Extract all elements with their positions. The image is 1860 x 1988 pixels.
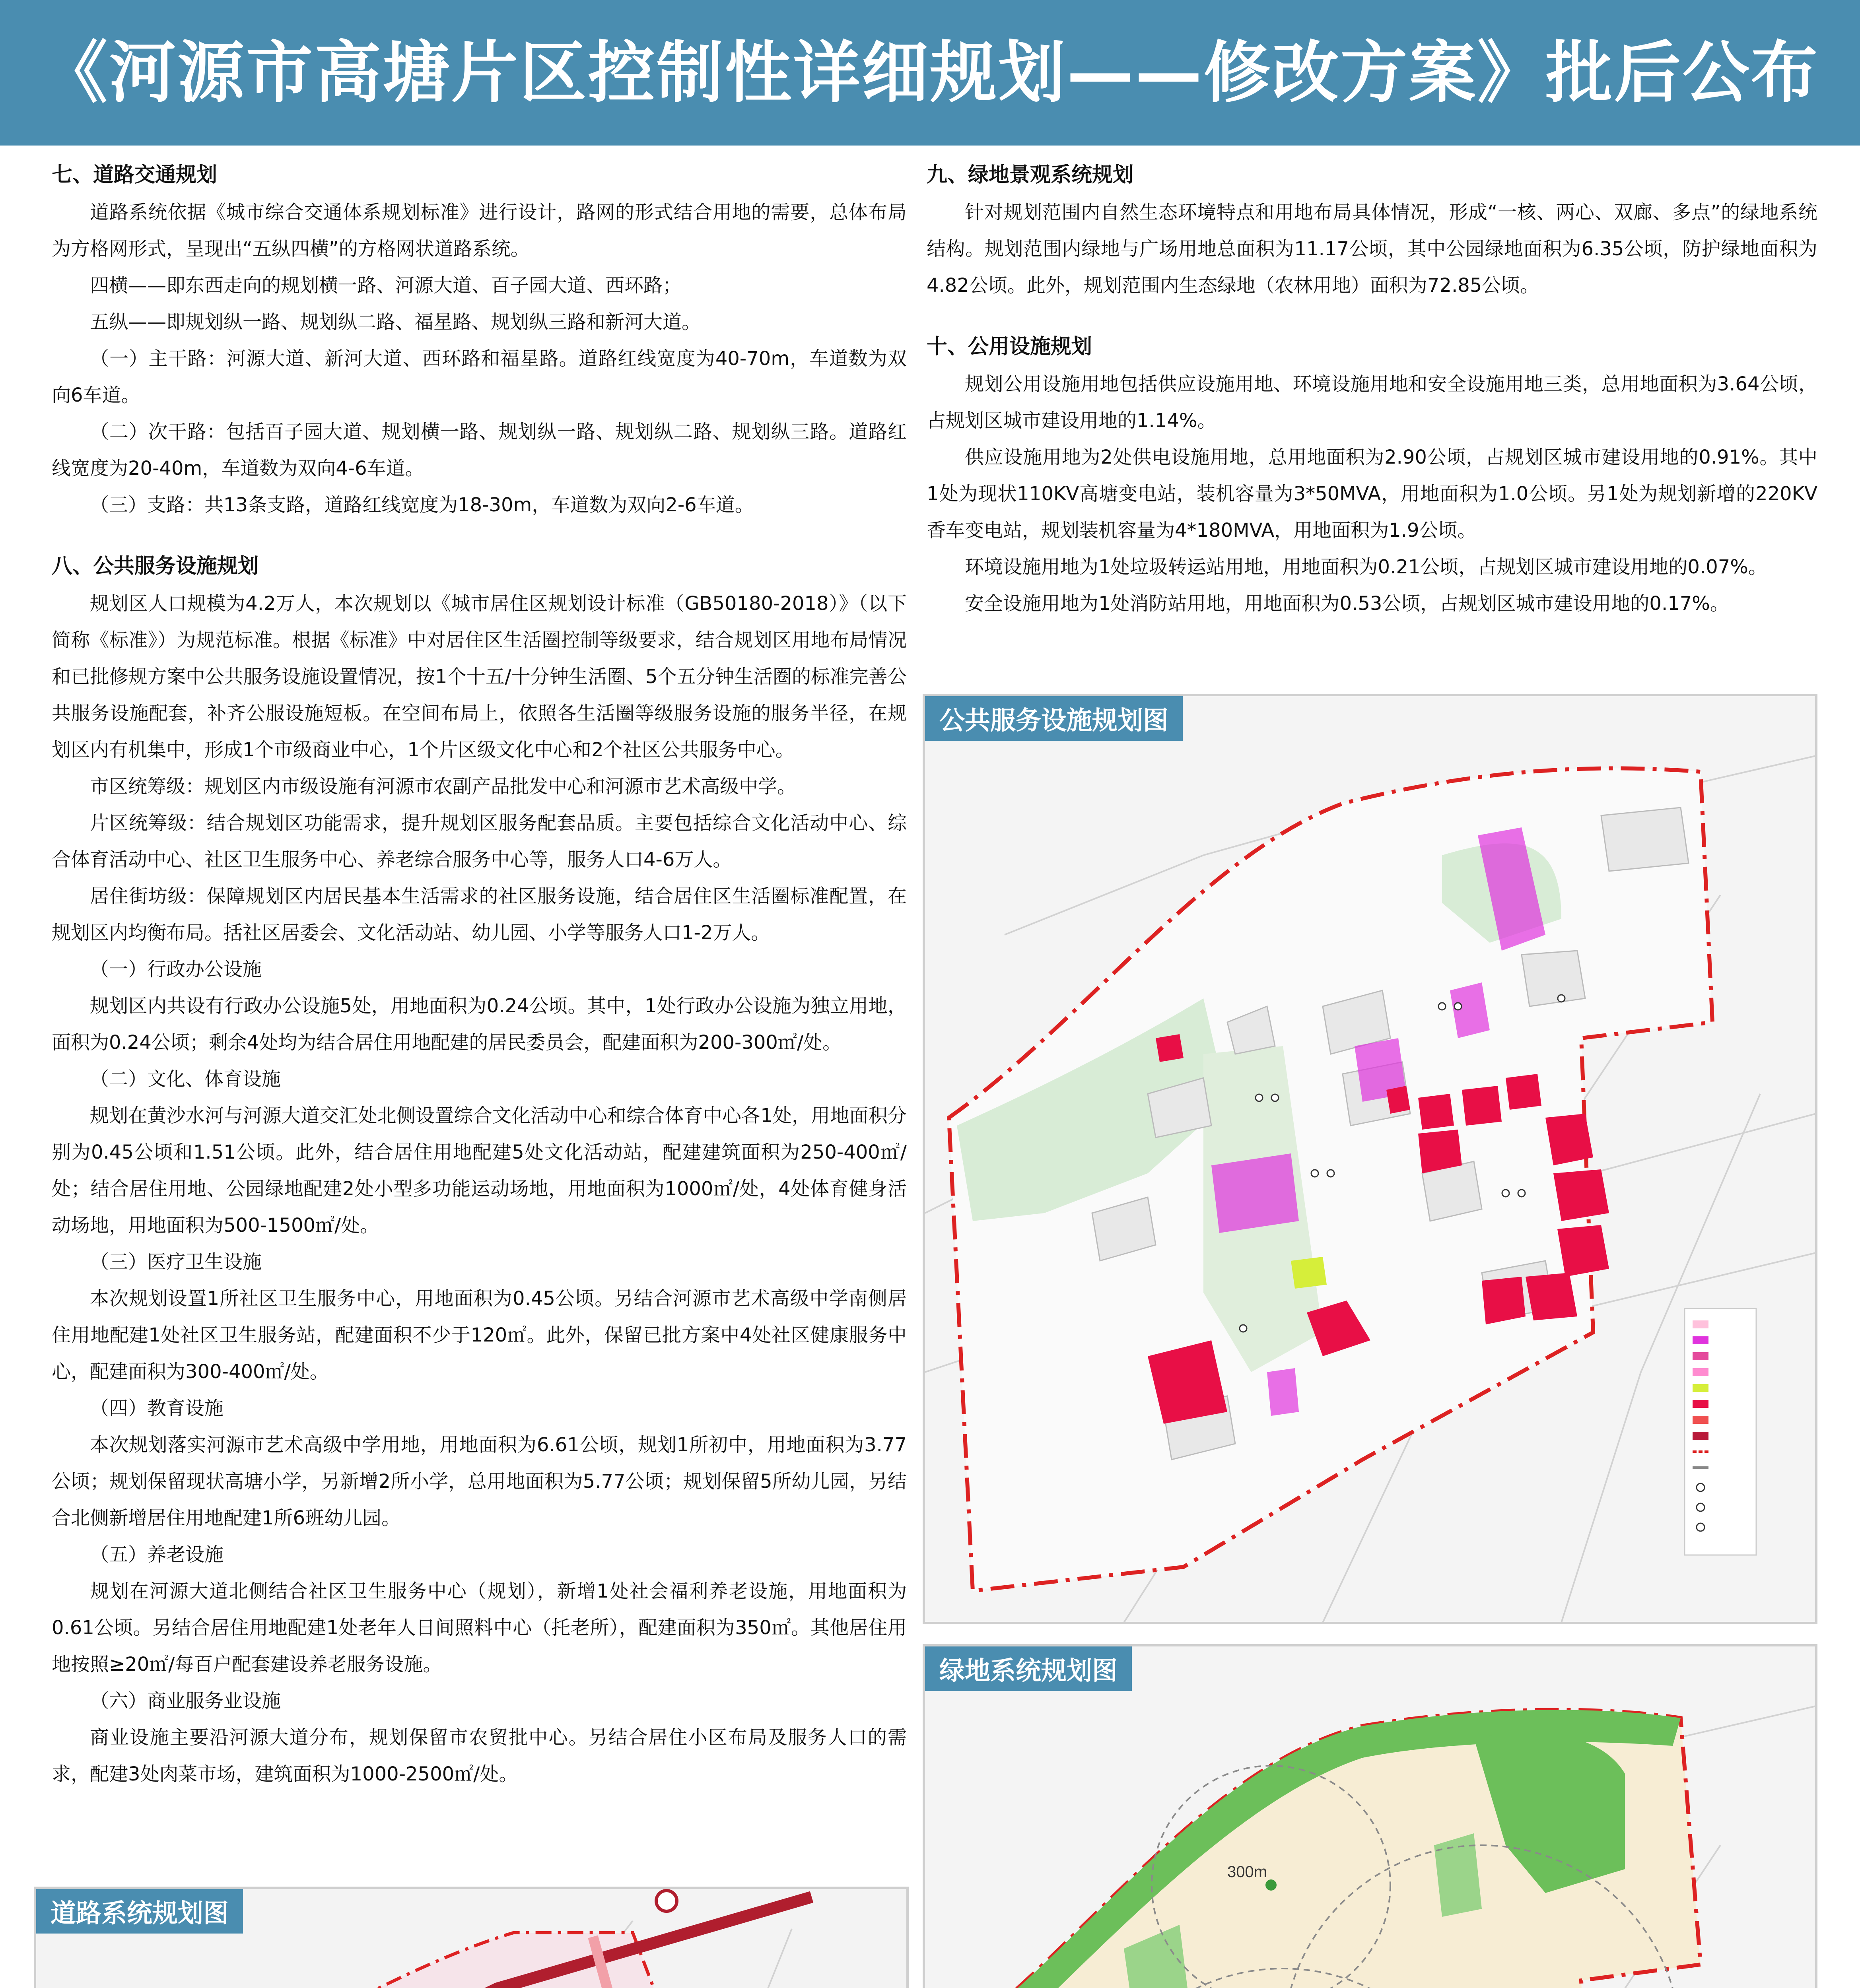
section-7-paragraph: （二）次干路：包括百子园大道、规划横一路、规划纵一路、规划纵二路、规划纵三路。道路红线宽度为20-40m，车道数为双向4-6车道。 xyxy=(52,421,907,480)
public-service-map-title: 公共服务设施规划图 xyxy=(925,696,1183,741)
header-banner xyxy=(0,0,1860,146)
section-8-subheading: （三）医疗卫生设施 xyxy=(90,1251,262,1273)
page-title: 《河源市高塘片区控制性详细规划——修改方案》批后公布 xyxy=(41,34,1819,112)
section-7-paragraph: （三）支路：共13条支路，道路红线宽度为18-30m，车道数为双向2-6车道。 xyxy=(90,494,754,516)
section-8-paragraph: 规划在黄沙水河与河源大道交汇处北侧设置综合文化活动中心和综合体育中心各1处，用地面积分别为0.45公顷和1.51公顷。此外，结合居住用地配建5处文化活动站，配建建筑面积为250-400㎡/处；结合居住用地、公园绿地配建2处小型多功能运动场地，用地面积为1000㎡/处，4处体育健身活动场地，用地面积为500-1500㎡/处。 xyxy=(52,1105,907,1237)
road-system-map-title: 道路系统规划图 xyxy=(36,1889,243,1934)
scale-300m-label: 300m xyxy=(1227,1863,1267,1881)
section-8-paragraph: 市区统筹级：规划区内市级设施有河源市农副产品批发中心和河源市艺术高级中学。 xyxy=(90,775,797,798)
section-7-paragraph: 四横——即东西走向的规划横一路、河源大道、百子园大道、西环路； xyxy=(90,274,682,297)
green-system-map-title: 绿地系统规划图 xyxy=(925,1646,1132,1691)
road-system-map-panel xyxy=(34,1887,909,1988)
section-8-paragraph: 本次规划落实河源市艺术高级中学用地，用地面积为6.61公顷，规划1所初中，用地面积为3.77公顷；规划保留现状高塘小学，另新增2所小学，总用地面积为5.77公顷；规划保留5所幼儿园，另结合北侧新增居住用地配建1所6班幼儿园。 xyxy=(52,1434,907,1529)
section-8-subheading: （二）文化、体育设施 xyxy=(90,1068,281,1090)
public-service-legend xyxy=(1685,1309,1756,1555)
section-10-paragraph: 供应设施用地为2处供电设施用地，总用地面积为2.90公顷，占规划区城市建设用地的0.91%。其中1处为现状110KV高塘变电站，装机容量为3*50MVA，用地面积为1.0公顷。另1处为规划新增的220KV香车变电站，规划装机容量为4*180MVA，用地面积为1.9公顷。 xyxy=(927,446,1817,542)
left-column xyxy=(52,156,907,1792)
section-8-subheading: （四）教育设施 xyxy=(90,1397,224,1419)
section-7-heading: 七、道路交通规划 xyxy=(52,163,218,187)
section-7-paragraph: （一）主干路：河源大道、新河大道、西环路和福星路。道路红线宽度为40-70m，车道数为双向6车道。 xyxy=(52,348,907,406)
section-8-paragraph: 规划在河源大道北侧结合社区卫生服务中心（规划），新增1处社会福利养老设施，用地面积为0.61公顷。另结合居住用地配建1处老年人日间照料中心（托老所），配建面积为350㎡。其他居住用地按照≥20㎡/每百户配套建设养老服务设施。 xyxy=(52,1580,907,1675)
section-10-heading: 十、公用设施规划 xyxy=(927,335,1092,359)
public-service-map xyxy=(925,696,1816,1623)
section-8-paragraph: 规划区内共设有行政办公设施5处，用地面积为0.24公顷。其中，1处行政办公设施为独立用地，面积为0.24公顷；剩余4处均为结合居住用地配建的居民委员会，配建面积为200-300㎡/处。 xyxy=(52,995,907,1054)
public-service-map-panel xyxy=(923,694,1817,1624)
green-system-map xyxy=(925,1646,1816,1988)
section-8-paragraph: 本次规划设置1所社区卫生服务中心，用地面积为0.45公顷。另结合河源市艺术高级中学南侧居住用地配建1处社区卫生服务站，配建面积不少于120㎡。此外，保留已批方案中4处社区健康服务中心，配建面积为300-400㎡/处。 xyxy=(52,1287,907,1383)
section-8-subheading: （五）养老设施 xyxy=(90,1543,224,1566)
section-9-heading: 九、绿地景观系统规划 xyxy=(927,163,1134,187)
green-system-map-panel xyxy=(923,1644,1817,1988)
right-column xyxy=(927,156,1817,622)
section-8-paragraph: 规划区人口规模为4.2万人，本次规划以《城市居住区规划设计标准（GB50180-2018）》（以下简称《标准》）为规范标准。根据《标准》中对居住区生活圈控制等级要求，结合规划区用地布局情况和已批修规方案中公共服务设施设置情况，按1个十五/十分钟生活圈、5个五分钟生活圈的标准完善公共服务设施配套，补齐公服设施短板。在空间布局上，依照各生活圈等级服务设施的服务半径，在规划区内有机集中，形成1个市级商业中心，1个片区级文化中心和2个社区公共服务中心。 xyxy=(52,592,907,761)
section-10-paragraph: 安全设施用地为1处消防站用地，用地面积为0.53公顷，占规划区城市建设用地的0.17%。 xyxy=(965,592,1729,615)
section-8-subheading: （六）商业服务业设施 xyxy=(90,1690,281,1712)
section-8-subheading: （一）行政办公设施 xyxy=(90,958,262,980)
section-7-paragraph: 五纵——即规划纵一路、规划纵二路、福星路、规划纵三路和新河大道。 xyxy=(90,311,701,333)
section-10-paragraph: 环境设施用地为1处垃圾转运站用地，用地面积为0.21公顷，占规划区城市建设用地的0.07%。 xyxy=(965,556,1767,578)
section-10-paragraph: 规划公用设施用地包括供应设施用地、环境设施用地和安全设施用地三类，总用地面积为3.64公顷，占规划区城市建设用地的1.14%。 xyxy=(927,373,1817,432)
section-8-paragraph: 居住街坊级：保障规划区内居民基本生活需求的社区服务设施，结合居住区生活圈标准配置，在规划区内均衡布局。括社区居委会、文化活动站、幼儿园、小学等服务人口1-2万人。 xyxy=(52,885,907,944)
section-8-heading: 八、公共服务设施规划 xyxy=(52,554,259,578)
section-9-paragraph: 针对规划范围内自然生态环境特点和用地布局具体情况，形成“一核、两心、双廊、多点”的绿地系统结构。规划范围内绿地与广场用地总面积为11.17公顷，其中公园绿地面积为6.35公顷，防护绿地面积为4.82公顷。此外，规划范围内生态绿地（农林用地）面积为72.85公顷。 xyxy=(927,201,1817,297)
section-8-paragraph: 商业设施主要沿河源大道分布，规划保留市农贸批中心。另结合居住小区布局及服务人口的需求，配建3处肉菜市场，建筑面积为1000-2500㎡/处。 xyxy=(52,1726,907,1785)
section-8-paragraph: 片区统筹级：结合规划区功能需求，提升规划区服务配套品质。主要包括综合文化活动中心、综合体育活动中心、社区卫生服务中心、养老综合服务中心等，服务人口4-6万人。 xyxy=(52,812,907,871)
section-7-paragraph: 道路系统依据《城市综合交通体系规划标准》进行设计，路网的形式结合用地的需要，总体布局为方格网形式，呈现出“五纵四横”的方格网状道路系统。 xyxy=(52,201,907,260)
